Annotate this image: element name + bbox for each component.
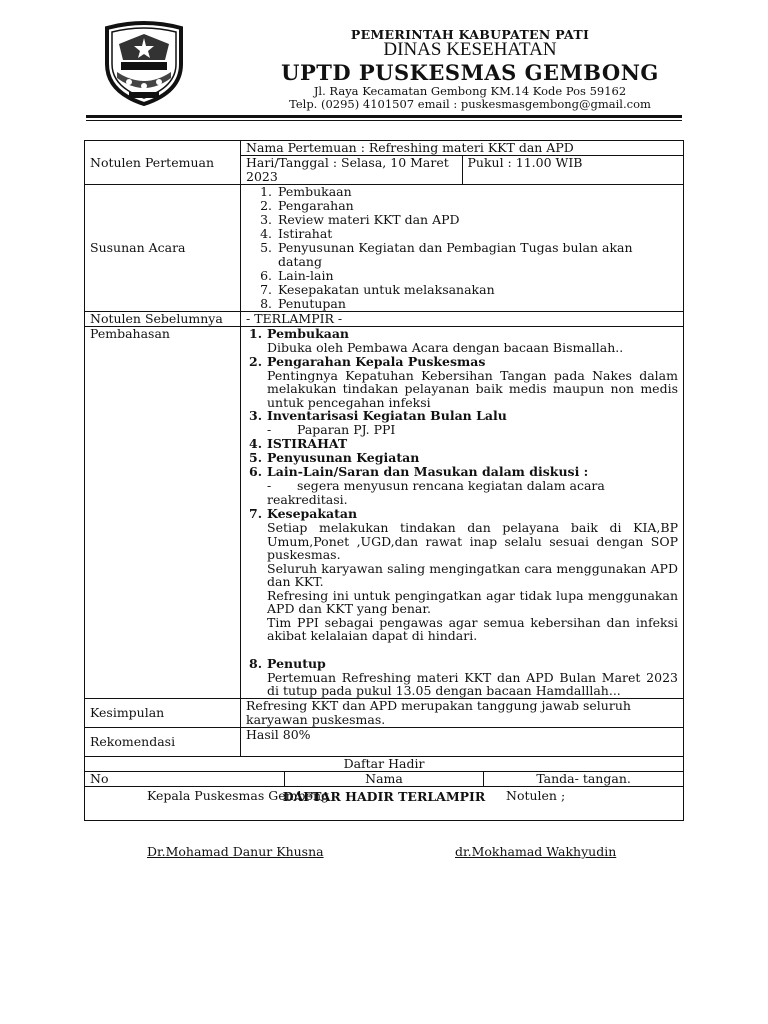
col-nama: Nama xyxy=(284,771,483,786)
signature-left-name: Dr.Mohamad Danur Khusna xyxy=(147,844,324,859)
label-rekomendasi: Rekomendasi xyxy=(85,727,241,756)
header-rule-thin xyxy=(86,120,682,121)
agenda-item: 2. Pengarahan xyxy=(276,199,678,213)
label-susunan: Susunan Acara xyxy=(85,185,241,312)
header-department: DINAS KESEHATAN xyxy=(383,39,557,60)
discussion-item: 7. Kesepakatan xyxy=(249,506,358,521)
agenda-item: 5. Penyusunan Kegiatan dan Pembagian Tugas bulan akan datang xyxy=(276,241,678,269)
agenda-item: 6. Lain-lain xyxy=(276,269,678,283)
kesimpulan-value: Refresing KKT dan APD merupakan tanggung jawab seluruh karyawan puskesmas. xyxy=(241,698,684,727)
kabupaten-pati-emblem-icon xyxy=(99,20,189,106)
minutes-table xyxy=(84,140,684,821)
row-kesimpulan xyxy=(85,698,684,727)
row-pembahasan xyxy=(85,327,684,699)
agenda-item: 4. Istirahat xyxy=(276,227,678,241)
label-kesimpulan: Kesimpulan xyxy=(85,698,241,727)
meeting-date: Hari/Tanggal : Selasa, 10 Maret 2023 xyxy=(241,156,462,185)
row-susunan xyxy=(85,185,684,312)
header-rule-thick xyxy=(86,115,682,118)
signature-left-role: Kepala Puskesmas Gembong xyxy=(147,788,330,803)
signature-right-name: dr.Mokhamad Wakhyudin xyxy=(455,844,617,859)
col-tanda: Tanda- tangan. xyxy=(484,771,683,786)
header-address: Jl. Raya Kecamatan Gembong KM.14 Kode Pos 59162 xyxy=(313,84,627,98)
attendance-title: Daftar Hadir xyxy=(85,757,683,772)
discussion-item: 6. Lain-Lain/Saran dan Masukan dalam diskusi : xyxy=(249,464,589,479)
row-notulen xyxy=(85,141,684,185)
discussion-item: 3. Inventarisasi Kegiatan Bulan Lalu xyxy=(249,408,507,423)
agenda-item: 1. Pembukaan xyxy=(276,185,678,199)
label-notulen: Notulen Pertemuan xyxy=(85,141,241,185)
discussion-item: 4. ISTIRAHAT xyxy=(249,436,348,451)
label-pembahasan: Pembahasan xyxy=(85,327,241,699)
label-sebelumnya: Notulen Sebelumnya xyxy=(85,312,241,327)
col-no: No xyxy=(85,771,284,786)
header-contact: Telp. (0295) 4101507 email : puskesmasgembong@gmail.com xyxy=(289,97,651,111)
row-sebelumnya xyxy=(85,312,684,327)
agenda-item: 3. Review materi KKT dan APD xyxy=(276,213,678,227)
signature-right-role: Notulen ; xyxy=(506,788,566,803)
attendance-note: DAFTAR HADIR TERLAMPIR xyxy=(282,788,486,804)
agenda-item: 7. Kesepakatan untuk melaksanakan xyxy=(276,283,678,297)
discussion-item: 2. Pengarahan Kepala Puskesmas xyxy=(249,353,486,369)
sebelumnya-value: - TERLAMPIR - xyxy=(241,312,684,327)
discussion-item: 5. Penyusunan Kegiatan xyxy=(249,450,420,465)
header-institution: UPTD PUSKESMAS GEMBONG xyxy=(281,60,659,85)
pembahasan-content: 1. Pembukaan Dibuka oleh Pembawa Acara dengan bacaan Bismallah.. 2. Pengarahan Kepala Puskesmas Pentingnya Kepatuhan Kebersihan Tangan pada Nakes dalam melakukan tindakan pelayanan baik medis maupun non medis untuk pencegahan infeksi 3. Inventarisasi Kegiatan Bulan Lalu - Paparan PJ. PPI 4. ISTIRAHAT 5. Penyusunan Kegiatan 6. Lain-Lain/Saran dan Masukan dalam diskusi : - segera menyusun rencana kegiatan dalam acara reakreditasi. 7. Kesepakatan Setiap melakukan tindakan dan pelayana baik di KIA,BP Umum,Ponet ,UGD,dan rawat inap selalu sesuai dengan SOP puskesmas. Seluruh karyawan saling mengingatkan cara menggunakan APD dan KKT. Refresing ini untuk pengingatkan agar tidak lupa menggunakan APD dan KKT yang benar. Tim PPI sebagai pengawas agar semua kebersihan dan infeksi akibat kelalaian dapat di hindari. 8. Penutup Pertemuan Refreshing materi KKT dan APD Bulan Maret 2023 di tutup pada pukul 13.05 dengan bacaan Hamdalllah... xyxy=(241,327,684,699)
discussion-item: 1. Pembukaan xyxy=(249,326,350,341)
agenda-list xyxy=(246,185,678,311)
agenda-item: 8. Penutupan xyxy=(276,297,678,311)
row-rekomendasi xyxy=(85,727,684,756)
meeting-name: Nama Pertemuan : Refreshing materi KKT dan APD xyxy=(241,141,683,156)
meeting-time: Pukul : 11.00 WIB xyxy=(467,155,583,170)
discussion-item: 8. Penutup xyxy=(249,655,326,671)
header-government: PEMERINTAH KABUPATEN PATI xyxy=(350,27,590,42)
rekomendasi-value: Hasil 80% xyxy=(241,727,684,756)
